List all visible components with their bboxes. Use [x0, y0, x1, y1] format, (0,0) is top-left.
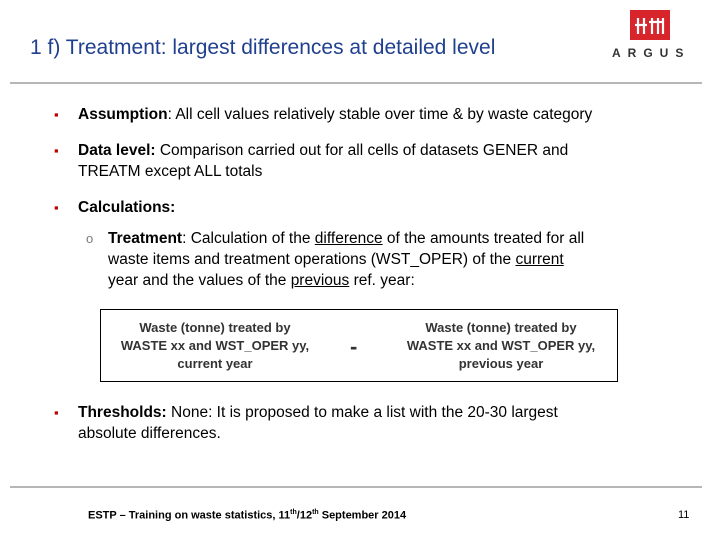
bullet-marker: ▪ — [54, 143, 59, 158]
formula-box — [100, 309, 618, 382]
assumption-label: Assumption — [78, 106, 168, 123]
thresholds-text: None: It is proposed to make a list with the 20-30 largest — [166, 404, 558, 421]
underlined-current: current — [515, 251, 564, 268]
bullet-assumption — [78, 104, 592, 125]
bullet-marker: ▪ — [54, 107, 59, 122]
treatment-label: Treatment — [108, 230, 183, 247]
sub-bullet-treatment — [108, 228, 584, 291]
footer-text — [88, 509, 406, 522]
slide-title: 1 f) Treatment: largest differences at detailed level — [30, 36, 496, 59]
formula-current-year — [104, 319, 326, 373]
page-number: 11 — [678, 509, 690, 521]
treatment-text: ref. year: — [349, 272, 415, 289]
formula-line: Waste (tonne) treated by — [425, 320, 577, 335]
formula-line: WASTE xx and WST_OPER yy, — [120, 338, 310, 353]
logo-text: ARGUS — [612, 46, 691, 60]
footer-part: ESTP – Training on waste statistics, 11 — [88, 509, 291, 522]
bullet-marker: ▪ — [54, 405, 59, 420]
sub-bullet-marker: o — [86, 231, 94, 246]
footer-sup: th — [312, 509, 319, 516]
data-level-text: Comparison carried out for all cells of datasets GENER and — [155, 142, 569, 159]
footer-part: September 2014 — [318, 509, 407, 522]
formula-border — [100, 309, 101, 382]
formula-previous-year — [388, 319, 614, 373]
treatment-text: year and the values of the — [108, 272, 291, 289]
data-level-label: Data level: — [78, 142, 156, 159]
thresholds-label: Thresholds: — [78, 404, 167, 421]
thresholds-text-cont: absolute differences. — [78, 425, 221, 442]
treatment-text: of the amounts treated for all — [382, 230, 585, 247]
bullet-marker: ▪ — [54, 200, 59, 215]
assumption-text: : All cell values relatively stable over time & by waste category — [167, 106, 593, 123]
calculations-label: Calculations: — [78, 199, 176, 216]
formula-line: current year — [177, 356, 253, 371]
footer-sup: th — [290, 509, 297, 516]
formula-line: Waste (tonne) treated by — [139, 320, 291, 335]
data-level-text-cont: TREATM except ALL totals — [78, 163, 263, 180]
argus-logo — [612, 10, 692, 66]
footer-divider — [10, 486, 702, 488]
header-divider — [10, 82, 702, 84]
formula-border — [617, 309, 618, 382]
formula-border — [100, 309, 618, 310]
treatment-text: waste items and treatment operations (WST_OPER) of the — [108, 251, 516, 268]
bullet-thresholds — [78, 402, 558, 444]
underlined-difference: difference — [314, 230, 383, 247]
bullet-data-level — [78, 140, 568, 182]
minus-operator: - — [350, 334, 358, 359]
footer-part: /12 — [296, 509, 313, 522]
logo-mark-icon — [630, 10, 670, 40]
formula-border — [100, 381, 618, 382]
treatment-text: : Calculation of the — [182, 230, 315, 247]
underlined-previous: previous — [290, 272, 350, 289]
formula-line: WASTE xx and WST_OPER yy, — [406, 338, 596, 353]
bullet-calculations — [78, 197, 175, 218]
formula-line: previous year — [458, 356, 544, 371]
